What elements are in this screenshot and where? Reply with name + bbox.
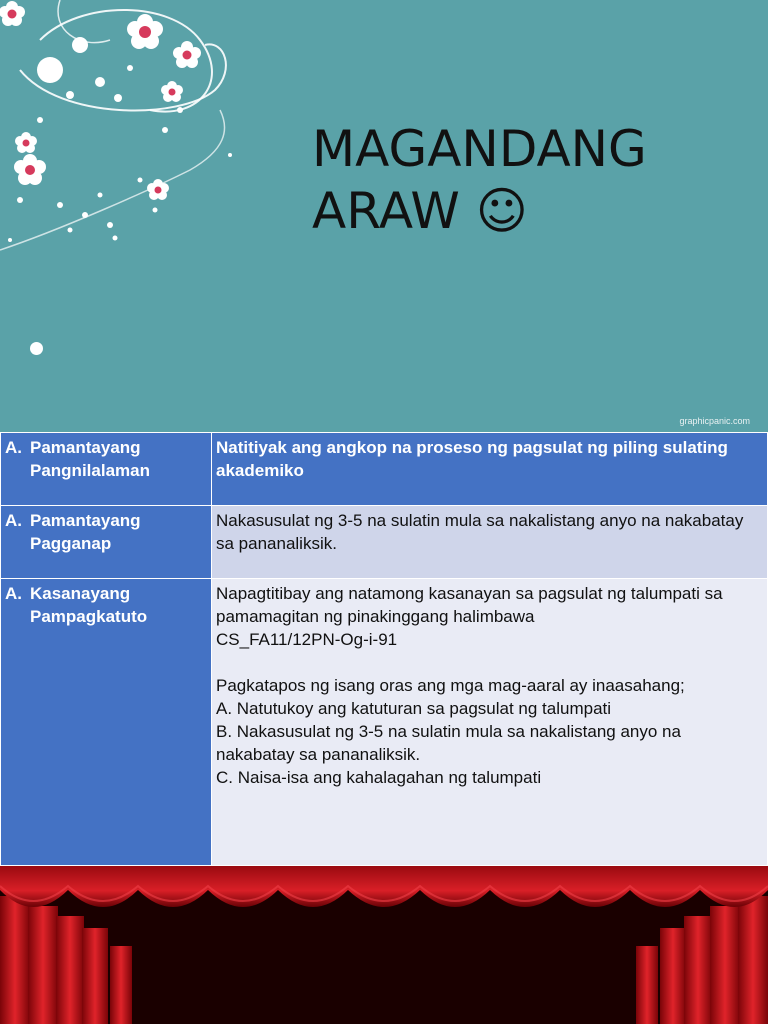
stage-curtain-image (0, 866, 768, 1024)
title-line-1: MAGANDANG (312, 120, 647, 178)
table-row (1, 579, 768, 866)
row-label-cell (1, 506, 212, 579)
watermark-text: graphicpanic.com (679, 416, 750, 426)
content-text: Napagtitibay ang natamong kasanayan sa pagsulat ng talumpati sa pamamagitan ng pinakinggang halimbawa (216, 584, 723, 626)
content-text: Natitiyak ang angkop na proseso ng pagsulat ng piling sulating akademiko (216, 438, 728, 480)
row-content-cell (212, 506, 768, 579)
table-row (1, 433, 768, 506)
row-label-cell (1, 433, 212, 506)
content-text: Nakasusulat ng 3-5 na sulatin mula sa nakalistang anyo na nakabatay sa pananaliksik. (216, 511, 744, 553)
paragraph-gap (216, 651, 763, 674)
row-letter: A. (5, 511, 22, 530)
floral-swirl-decoration (0, 0, 300, 300)
content-text: Pagkatapos ng isang oras ang mga mag-aaral ay inaasahang; (216, 676, 685, 695)
title-slide (0, 0, 768, 432)
standards-table (0, 432, 768, 866)
row-label-cell (1, 579, 212, 866)
row-letter: A. (5, 584, 22, 603)
row-label: Pamantayang Pagganap (30, 511, 141, 553)
objective-c: C. Naisa-isa ang kahalagahan ng talumpati (216, 768, 542, 787)
table-row (1, 506, 768, 579)
row-label: Pamantayang Pangnilalaman (30, 438, 150, 480)
row-content-cell (212, 433, 768, 506)
curtain-drawing (0, 866, 768, 1024)
slide-title (312, 118, 752, 242)
title-line-2: ARAW ☺ (312, 182, 528, 240)
content-code: CS_FA11/12PN-Og-i-91 (216, 630, 398, 649)
row-label: Kasanayang Pampagkatuto (30, 584, 148, 626)
row-letter: A. (5, 438, 22, 457)
objective-a: A. Natutukoy ang katuturan sa pagsulat ng talumpati (216, 699, 612, 718)
bullet-dot (30, 342, 43, 355)
objective-b: B. Nakasusulat ng 3-5 na sulatin mula sa nakalistang anyo na nakabatay sa pananaliksik. (216, 722, 681, 764)
row-content-cell (212, 579, 768, 866)
